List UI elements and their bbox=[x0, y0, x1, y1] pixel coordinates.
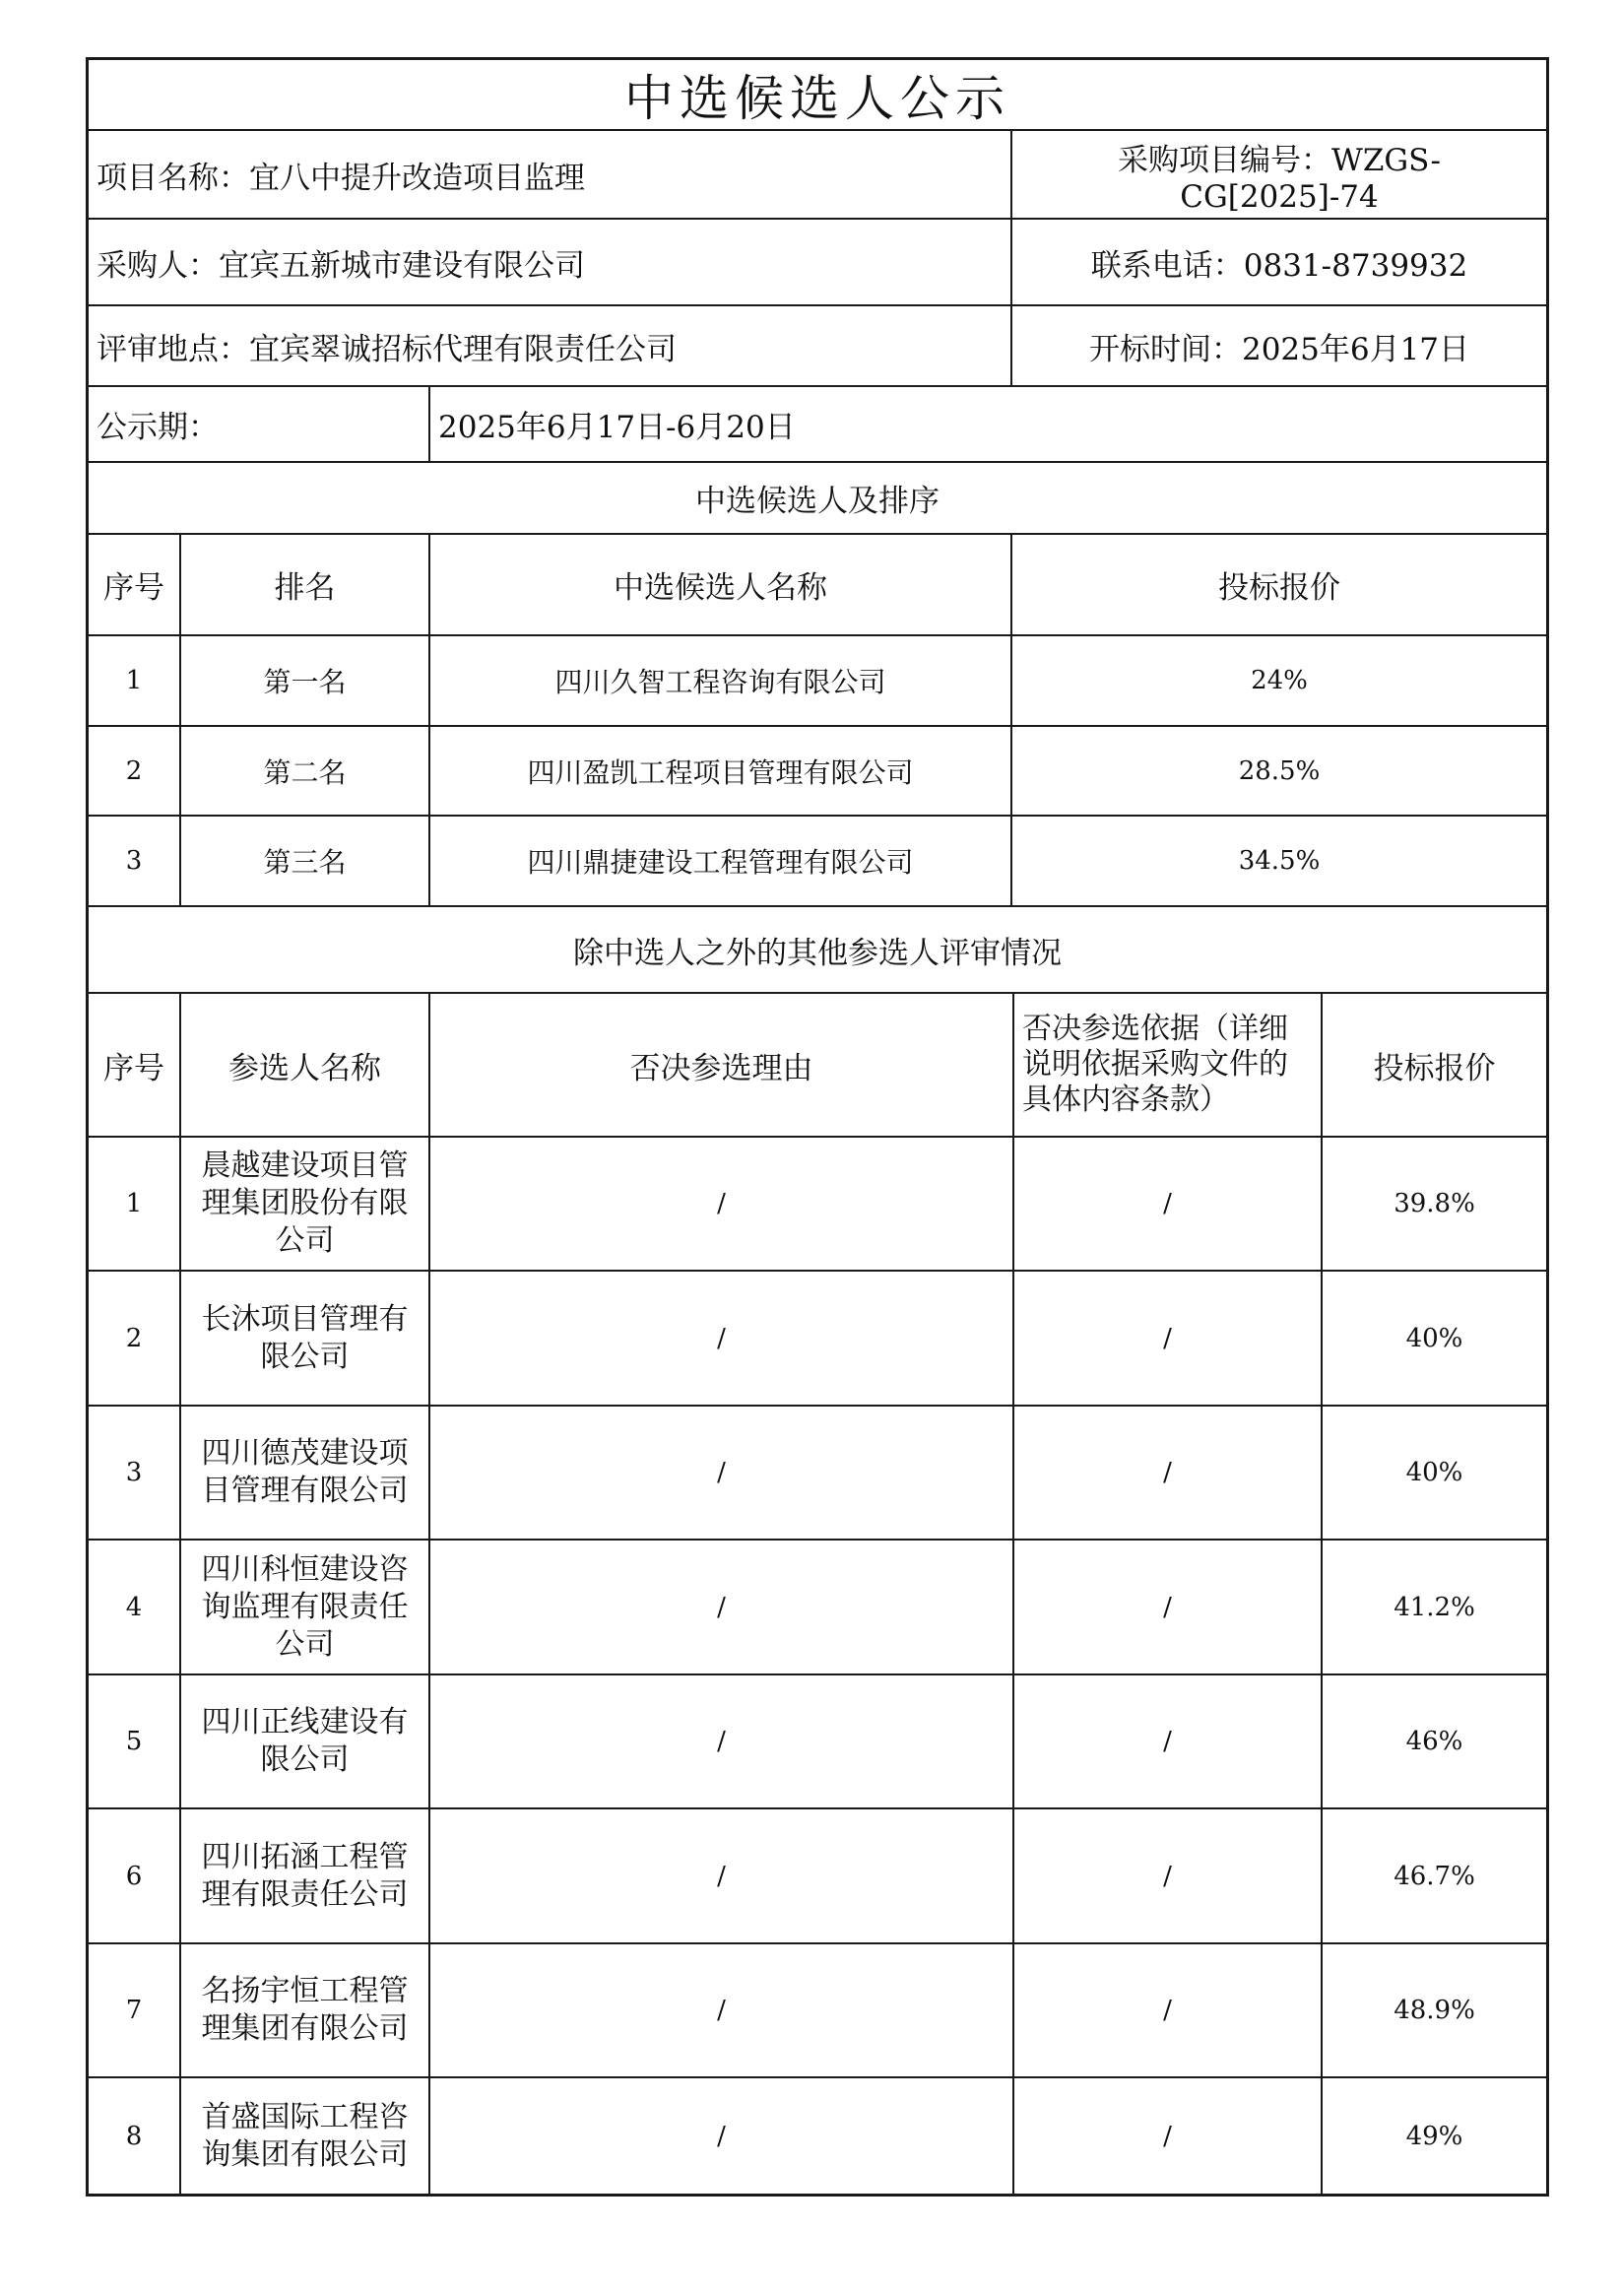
others-no: 7 bbox=[89, 1944, 181, 2076]
others-name: 四川科恒建设咨询监理有限责任公司 bbox=[181, 1541, 430, 1673]
period-value: 2025年6月17日-6月20日 bbox=[438, 410, 796, 445]
others-price: 40% bbox=[1405, 1323, 1463, 1353]
ranking-rank: 第三名 bbox=[181, 817, 430, 905]
ranking-row bbox=[89, 727, 1546, 817]
ranking-no: 2 bbox=[89, 727, 181, 815]
others-no: 5 bbox=[89, 1675, 181, 1807]
others-row bbox=[89, 1541, 1546, 1675]
others-no: 2 bbox=[89, 1272, 181, 1405]
ranking-header-no: 序号 bbox=[89, 535, 181, 634]
ranking-header-row bbox=[89, 535, 1546, 636]
contact-phone: 联系电话：0831-8739932 bbox=[1090, 247, 1468, 284]
others-row bbox=[89, 1138, 1546, 1272]
others-header-basis: 否决参选依据（详细说明依据采购文件的具体内容条款） bbox=[1014, 994, 1323, 1136]
others-header-no: 序号 bbox=[89, 994, 181, 1136]
others-reason: / bbox=[430, 1407, 1014, 1539]
others-name: 长沐项目管理有限公司 bbox=[181, 1272, 430, 1405]
others-reason: / bbox=[430, 1541, 1014, 1673]
others-basis: / bbox=[1014, 1541, 1323, 1673]
project-row bbox=[89, 131, 1546, 220]
others-reason: / bbox=[430, 1272, 1014, 1405]
others-no: 4 bbox=[89, 1541, 181, 1673]
page-title: 中选候选人公示 bbox=[624, 70, 1010, 127]
others-price: 46.7% bbox=[1394, 1861, 1475, 1891]
others-price: 41.2% bbox=[1394, 1592, 1475, 1622]
others-section-title: 除中选人之外的其他参选人评审情况 bbox=[573, 935, 1062, 971]
ranking-row bbox=[89, 817, 1546, 907]
others-name: 首盛国际工程咨询集团有限公司 bbox=[181, 2078, 430, 2194]
ranking-price: 28.5% bbox=[1238, 755, 1321, 786]
others-basis: / bbox=[1014, 1809, 1323, 1942]
ranking-row bbox=[89, 636, 1546, 727]
others-basis: / bbox=[1014, 1138, 1323, 1270]
others-row bbox=[89, 1407, 1546, 1541]
others-section-row bbox=[89, 907, 1546, 994]
venue-row bbox=[89, 306, 1546, 387]
others-basis: / bbox=[1014, 1675, 1323, 1807]
others-price: 40% bbox=[1405, 1458, 1463, 1487]
ranking-section-row bbox=[89, 463, 1546, 535]
ranking-no: 1 bbox=[89, 636, 181, 725]
others-name: 名扬宇恒工程管理集团有限公司 bbox=[181, 1944, 430, 2076]
others-row bbox=[89, 2078, 1546, 2194]
others-no: 3 bbox=[89, 1407, 181, 1539]
open-time: 开标时间：2025年6月17日 bbox=[1088, 331, 1470, 367]
others-price: 48.9% bbox=[1394, 1996, 1475, 2025]
title-row bbox=[89, 60, 1546, 131]
others-price: 49% bbox=[1405, 2121, 1463, 2151]
others-name: 晨越建设项目管理集团股份有限公司 bbox=[181, 1138, 430, 1270]
others-no: 1 bbox=[89, 1138, 181, 1270]
ranking-no: 3 bbox=[89, 817, 181, 905]
others-reason: / bbox=[430, 1944, 1014, 2076]
others-no: 8 bbox=[89, 2078, 181, 2194]
others-basis: / bbox=[1014, 2078, 1323, 2194]
period-row bbox=[89, 387, 1546, 463]
others-header-reason: 否决参选理由 bbox=[430, 994, 1014, 1136]
others-name: 四川正线建设有限公司 bbox=[181, 1675, 430, 1807]
review-venue: 评审地点：宜宾翠诚招标代理有限责任公司 bbox=[89, 306, 1012, 385]
others-row bbox=[89, 1272, 1546, 1407]
others-basis: / bbox=[1014, 1944, 1323, 2076]
others-header-row bbox=[89, 994, 1546, 1138]
ranking-price: 34.5% bbox=[1238, 846, 1321, 876]
ranking-header-price: 投标报价 bbox=[1218, 570, 1340, 606]
project-name: 项目名称：宜八中提升改造项目监理 bbox=[89, 131, 1012, 218]
ranking-name: 四川盈凯工程项目管理有限公司 bbox=[430, 727, 1012, 815]
ranking-rank: 第二名 bbox=[181, 727, 430, 815]
others-price: 39.8% bbox=[1394, 1189, 1475, 1218]
others-basis: / bbox=[1014, 1272, 1323, 1405]
others-header-name: 参选人名称 bbox=[181, 994, 430, 1136]
others-row bbox=[89, 1675, 1546, 1809]
ranking-name: 四川鼎捷建设工程管理有限公司 bbox=[430, 817, 1012, 905]
ranking-header-name: 中选候选人名称 bbox=[430, 535, 1012, 634]
others-name: 四川德茂建设项目管理有限公司 bbox=[181, 1407, 430, 1539]
others-row bbox=[89, 1944, 1546, 2078]
ranking-name: 四川久智工程咨询有限公司 bbox=[430, 636, 1012, 725]
others-header-price: 投标报价 bbox=[1373, 1050, 1496, 1086]
others-price: 46% bbox=[1405, 1727, 1463, 1756]
project-code: 采购项目编号：WZGS-CG[2025]-74 bbox=[1117, 142, 1441, 215]
others-no: 6 bbox=[89, 1809, 181, 1942]
purchaser: 采购人：宜宾五新城市建设有限公司 bbox=[89, 220, 1012, 304]
ranking-rank: 第一名 bbox=[181, 636, 430, 725]
others-basis: / bbox=[1014, 1407, 1323, 1539]
others-row bbox=[89, 1809, 1546, 1944]
ranking-section-title: 中选候选人及排序 bbox=[695, 484, 940, 519]
period-label: 公示期： bbox=[89, 387, 430, 461]
others-name: 四川拓涵工程管理有限责任公司 bbox=[181, 1809, 430, 1942]
ranking-header-rank: 排名 bbox=[181, 535, 430, 634]
others-reason: / bbox=[430, 1809, 1014, 1942]
purchaser-row bbox=[89, 220, 1546, 306]
announcement-table bbox=[86, 57, 1549, 2197]
others-reason: / bbox=[430, 1675, 1014, 1807]
ranking-price: 24% bbox=[1251, 666, 1308, 695]
others-reason: / bbox=[430, 2078, 1014, 2194]
others-reason: / bbox=[430, 1138, 1014, 1270]
